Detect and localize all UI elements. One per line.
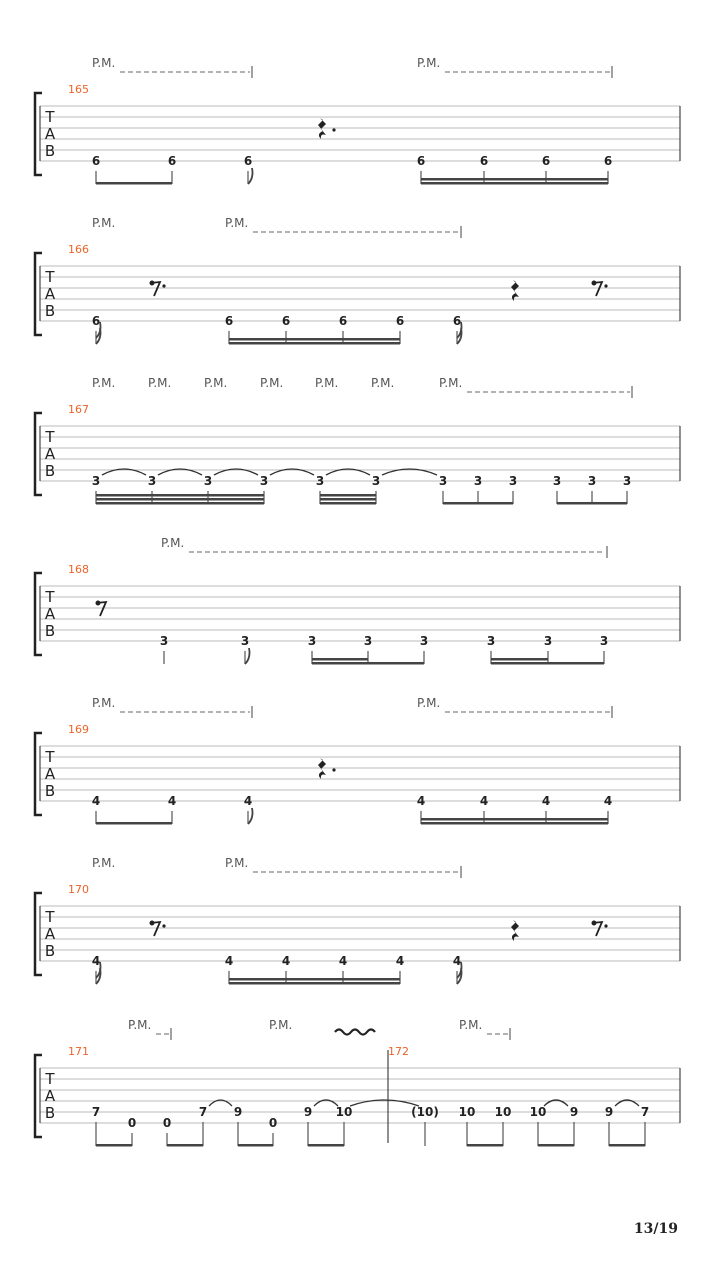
palm-mute-label: P.M. [92, 376, 116, 390]
fret-number: 9 [604, 1105, 614, 1119]
rest-dot [162, 924, 165, 927]
fret-number: 6 [224, 314, 234, 328]
note-beam [557, 502, 627, 505]
palm-mute-label: P.M. [269, 1018, 293, 1032]
fret-number: 3 [438, 474, 448, 488]
system-bracket [35, 893, 42, 975]
palm-mute-label: P.M. [92, 56, 116, 70]
palm-mute-label: P.M. [92, 696, 116, 710]
note-beam [467, 1144, 503, 1147]
fret-number: 4 [91, 954, 101, 968]
fret-number: 10 [529, 1105, 547, 1119]
palm-mute-label: P.M. [417, 696, 441, 710]
fret-number: 4 [479, 794, 489, 808]
note-beam [96, 494, 264, 497]
note-beam [538, 1144, 574, 1147]
palm-mute-label: P.M. [161, 536, 185, 550]
note-beam [320, 498, 376, 501]
tab-system-169 [35, 696, 680, 825]
fret-number: 7 [198, 1105, 208, 1119]
fret-number: 10 [335, 1105, 353, 1119]
fret-number: 3 [371, 474, 381, 488]
tab-system-170 [35, 856, 680, 985]
fret-number: 4 [541, 794, 551, 808]
tab-clef-letter: A [44, 605, 56, 623]
fret-number: 4 [452, 954, 462, 968]
tab-clef-letter: A [44, 1087, 56, 1105]
tab-clef-letter: B [44, 142, 56, 160]
fret-number: 4 [603, 794, 613, 808]
note-beam [320, 502, 376, 505]
fret-number: 6 [338, 314, 348, 328]
note-beam [229, 982, 400, 985]
fret-number: 4 [243, 794, 253, 808]
fret-number: 4 [91, 794, 101, 808]
measure-number: 169 [68, 723, 89, 736]
fret-number: 9 [569, 1105, 579, 1119]
fret-number: 0 [162, 1116, 172, 1130]
palm-mute-label: P.M. [439, 376, 463, 390]
rest-dot [162, 284, 165, 287]
tab-clef-letter: B [44, 622, 56, 640]
note-beam [491, 658, 548, 661]
palm-mute-label: P.M. [148, 376, 172, 390]
palm-mute-label: P.M. [92, 856, 116, 870]
system-bracket [35, 413, 42, 495]
fret-number: 9 [233, 1105, 243, 1119]
tab-clef-letter: B [44, 1104, 56, 1122]
note-beam [96, 502, 264, 505]
fret-number: 3 [543, 634, 553, 648]
system-bracket [35, 253, 42, 335]
rest-dot [604, 284, 607, 287]
note-beam [421, 818, 608, 821]
note-beam [238, 1144, 273, 1147]
note-beam [229, 342, 400, 345]
fret-number: 3 [307, 634, 317, 648]
quarter-rest [511, 280, 519, 301]
system-bracket [35, 1055, 42, 1137]
fret-number: 3 [159, 634, 169, 648]
page-number: 13/19 [633, 1221, 678, 1237]
fret-number: 0 [268, 1116, 278, 1130]
note-beam [96, 182, 172, 185]
fret-number: 3 [508, 474, 518, 488]
palm-mute-label: P.M. [417, 56, 441, 70]
note-beam [421, 182, 608, 185]
palm-mute-label: P.M. [459, 1018, 483, 1032]
system-bracket [35, 93, 42, 175]
fret-number: 6 [452, 314, 462, 328]
system-bracket [35, 573, 42, 655]
fret-number: 6 [91, 314, 101, 328]
note-beam [312, 662, 368, 665]
palm-mute-label: P.M. [225, 856, 249, 870]
palm-mute-label: P.M. [92, 216, 116, 230]
fret-number: 4 [167, 794, 177, 808]
tab-clef-letter: A [44, 125, 56, 143]
fret-number: 3 [587, 474, 597, 488]
note-beam [96, 1144, 132, 1147]
tab-clef-letter: T [45, 748, 55, 766]
note-beam [421, 822, 608, 825]
fret-number: 10 [458, 1105, 476, 1119]
tab-clef-letter: A [44, 925, 56, 943]
tab-system-171 [35, 1018, 680, 1147]
fret-number: 6 [416, 154, 426, 168]
fret-number: 3 [419, 634, 429, 648]
rest-dot [604, 924, 607, 927]
note-beam [609, 1144, 645, 1147]
tab-clef-letter: T [45, 908, 55, 926]
measure-number: 167 [68, 403, 89, 416]
quarter-rest [511, 920, 519, 941]
note-beam [320, 494, 376, 497]
note-beam [421, 178, 608, 181]
tab-clef-letter: T [45, 1070, 55, 1088]
fret-number: 3 [552, 474, 562, 488]
note-beam [491, 662, 548, 665]
measure-number: 165 [68, 83, 89, 96]
fret-number: 3 [203, 474, 213, 488]
tab-system-167 [35, 376, 680, 505]
fret-number: 3 [91, 474, 101, 488]
fret-number: 4 [395, 954, 405, 968]
tab-clef-letter: T [45, 108, 55, 126]
tab-clef-letter: T [45, 268, 55, 286]
fret-number: 4 [338, 954, 348, 968]
fret-number: 3 [363, 634, 373, 648]
note-beam [308, 1144, 344, 1147]
fret-number: 3 [622, 474, 632, 488]
note-flag [245, 648, 250, 664]
fret-number: 9 [303, 1105, 313, 1119]
fret-number: 6 [541, 154, 551, 168]
fret-number: (10) [411, 1105, 439, 1119]
note-beam [229, 978, 400, 981]
note-beam [229, 338, 400, 341]
fret-number: 3 [315, 474, 325, 488]
palm-mute-label: P.M. [204, 376, 228, 390]
fret-number: 7 [91, 1105, 101, 1119]
palm-mute-label: P.M. [128, 1018, 152, 1032]
fret-number: 4 [281, 954, 291, 968]
fret-number: 3 [147, 474, 157, 488]
measure-number: 172 [388, 1045, 409, 1058]
fret-number: 6 [243, 154, 253, 168]
vibrato-mark [335, 1030, 375, 1035]
note-beam [443, 502, 513, 505]
measure-number: 166 [68, 243, 89, 256]
measure-number: 171 [68, 1045, 89, 1058]
rest-dot [332, 768, 335, 771]
fret-number: 4 [224, 954, 234, 968]
measure-number: 170 [68, 883, 89, 896]
tab-clef-letter: A [44, 765, 56, 783]
tab-clef-letter: B [44, 302, 56, 320]
tab-clef-letter: T [45, 428, 55, 446]
fret-number: 3 [240, 634, 250, 648]
tab-system-165 [35, 56, 680, 185]
fret-number: 7 [640, 1105, 650, 1119]
palm-mute-label: P.M. [371, 376, 395, 390]
fret-number: 6 [91, 154, 101, 168]
fret-number: 6 [281, 314, 291, 328]
note-flag [248, 168, 253, 184]
fret-number: 3 [599, 634, 609, 648]
note-beam [548, 662, 604, 665]
fret-number: 6 [395, 314, 405, 328]
palm-mute-label: P.M. [315, 376, 339, 390]
fret-number: 6 [603, 154, 613, 168]
fret-number: 3 [473, 474, 483, 488]
tab-system-166 [35, 216, 680, 345]
tab-clef-letter: B [44, 462, 56, 480]
tab-clef-letter: B [44, 942, 56, 960]
tab-clef-letter: A [44, 445, 56, 463]
fret-number: 0 [127, 1116, 137, 1130]
palm-mute-label: P.M. [225, 216, 249, 230]
fret-number: 3 [486, 634, 496, 648]
note-beam [312, 658, 368, 661]
tab-clef-letter: T [45, 588, 55, 606]
tab-clef-letter: B [44, 782, 56, 800]
measure-number: 168 [68, 563, 89, 576]
note-flag [248, 808, 253, 824]
fret-number: 6 [167, 154, 177, 168]
fret-number: 10 [494, 1105, 512, 1119]
note-beam [368, 662, 424, 665]
palm-mute-label: P.M. [260, 376, 284, 390]
fret-number: 3 [259, 474, 269, 488]
system-bracket [35, 733, 42, 815]
note-beam [96, 498, 264, 501]
fret-number: 6 [479, 154, 489, 168]
note-beam [167, 1144, 203, 1147]
tab-clef-letter: A [44, 285, 56, 303]
note-beam [96, 822, 172, 825]
rest-dot [332, 128, 335, 131]
tab-system-168 [35, 536, 680, 665]
fret-number: 4 [416, 794, 426, 808]
